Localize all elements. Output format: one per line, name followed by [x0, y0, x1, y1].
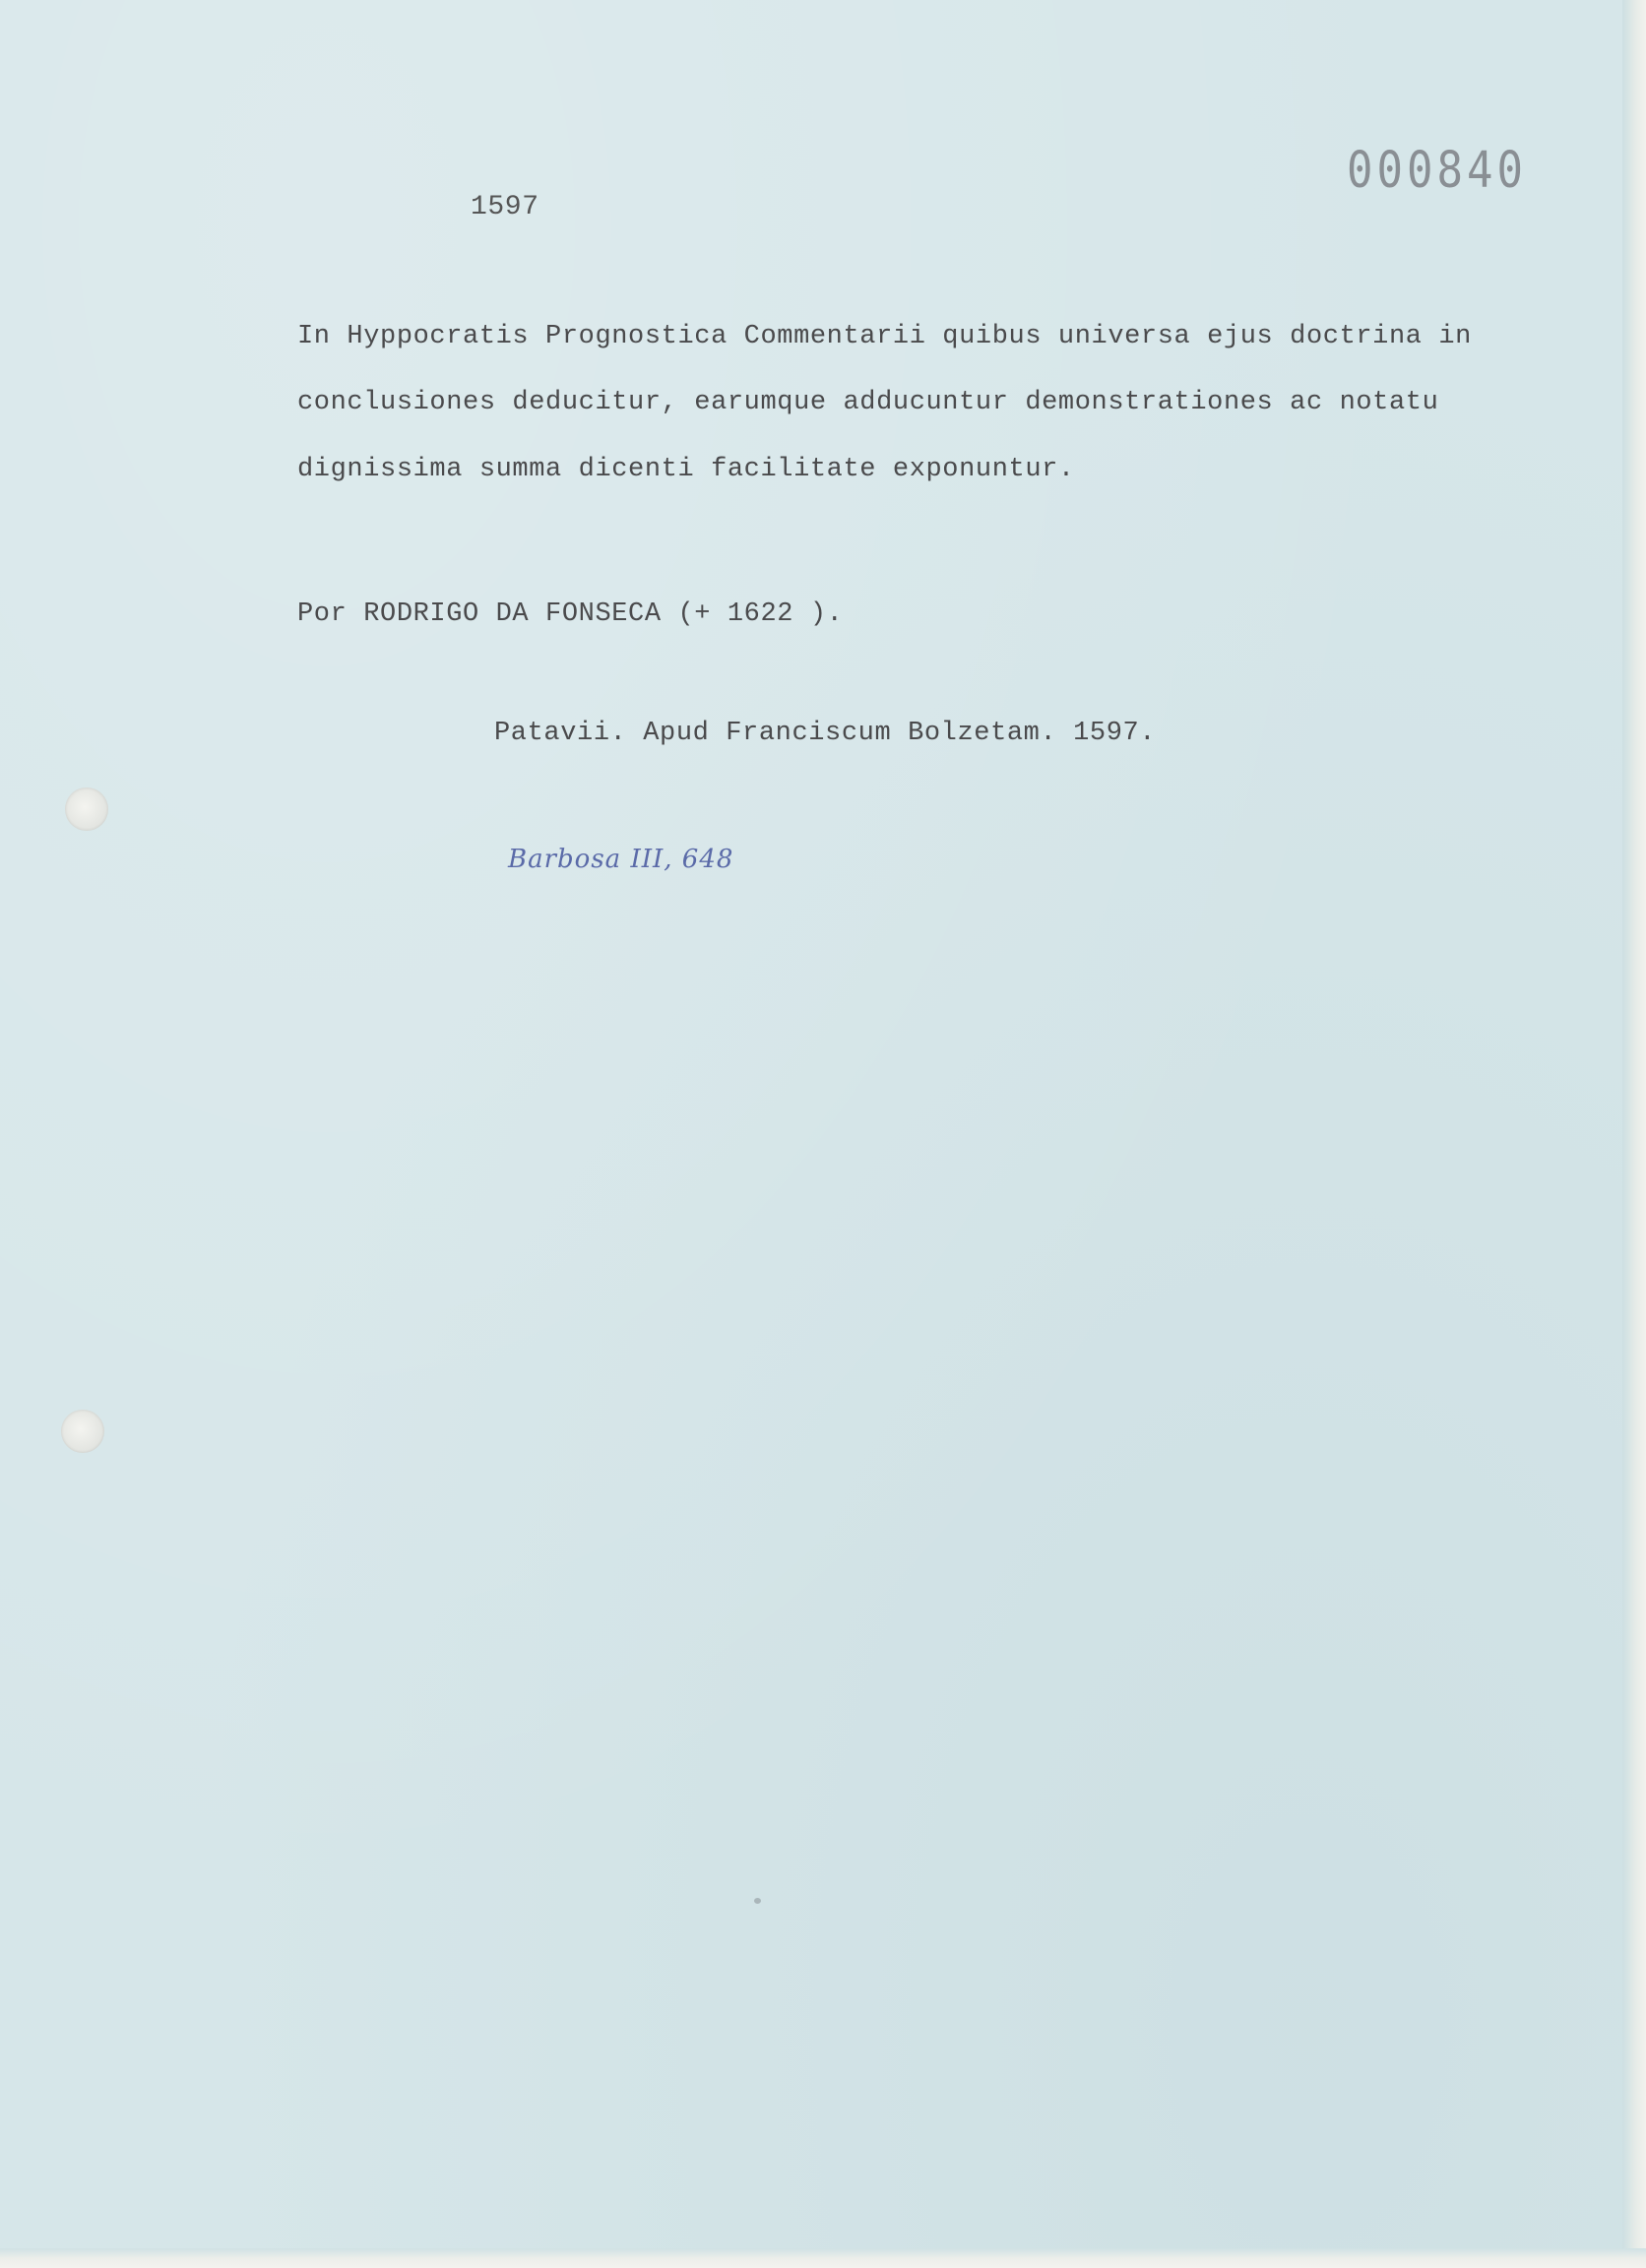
- page-right-edge: [1622, 0, 1646, 2268]
- catalog-stamp-number: 000840: [1347, 142, 1527, 200]
- author-line: Por RODRIGO DA FONSECA (+ 1622 ).: [297, 599, 844, 629]
- handwritten-reference-note: Barbosa III, 648: [508, 845, 734, 874]
- paper-speck: [754, 1898, 761, 1904]
- title-line-1: In Hyppocratis Prognostica Commentarii quibus universa ejus doctrina in: [297, 322, 1472, 351]
- punch-hole-bottom: [61, 1410, 104, 1453]
- imprint-line: Patavii. Apud Franciscum Bolzetam. 1597.: [494, 719, 1157, 748]
- year-heading: 1597: [471, 192, 539, 222]
- page-bottom-edge: [0, 2248, 1646, 2268]
- title-line-2: conclusiones deducitur, earumque adducuntur demonstrationes ac notatu: [297, 388, 1439, 417]
- punch-hole-top: [65, 788, 108, 831]
- title-line-3: dignissima summa dicenti facilitate exponuntur.: [297, 455, 1075, 484]
